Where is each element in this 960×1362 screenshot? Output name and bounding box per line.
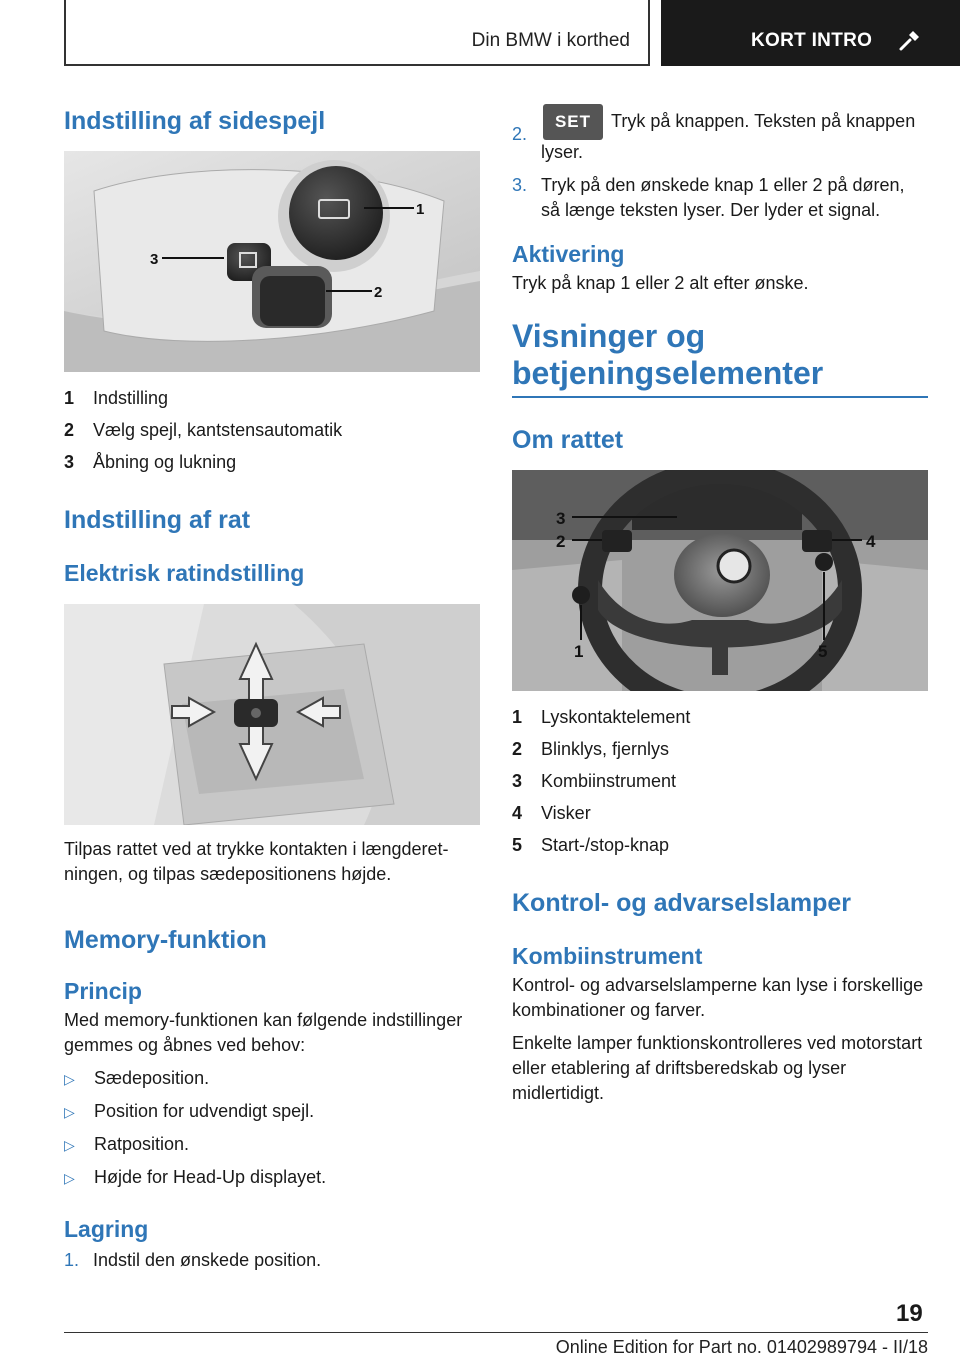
list-item: 1. Indstil den ønskede position. xyxy=(64,1250,322,1270)
memory-heading: Memory-funktion xyxy=(64,926,267,954)
storage-steps xyxy=(64,1248,480,1273)
wheel-heading: Indstilling af rat xyxy=(64,506,251,534)
principle-heading: Princip xyxy=(64,978,142,1004)
header-box xyxy=(64,0,650,66)
footer-edition: Online Edition for Part no. 01402989794 - II/18 xyxy=(555,1337,928,1357)
steering-heading: Om rattet xyxy=(512,426,624,454)
steering-wheel-figure xyxy=(512,470,928,691)
list-item: 1 Lyskontaktelement xyxy=(512,707,691,727)
section-divider xyxy=(512,396,928,398)
header-section-title: Din BMW i korthed xyxy=(471,30,630,51)
memory-list xyxy=(64,1062,480,1194)
set-button-icon: SET xyxy=(543,104,603,140)
triangle-bullet-icon: ▷ xyxy=(64,1137,75,1153)
list-item: 5 Start-/stop-knap xyxy=(512,835,670,855)
list-item: ▷ Ratposition. xyxy=(64,1128,480,1161)
steering-callout-4: 4 xyxy=(866,532,876,551)
storage-steps-continued xyxy=(512,104,928,223)
steering-legend xyxy=(512,701,928,861)
steering-adjust-illustration xyxy=(64,604,480,825)
triangle-bullet-icon: ▷ xyxy=(64,1104,75,1120)
mirror-legend xyxy=(64,382,480,478)
list-item: 2. SET Tryk på knappen. Teksten på knappen lyser. xyxy=(512,104,928,165)
triangle-bullet-icon: ▷ xyxy=(64,1071,75,1087)
cluster-text-2: Enkelte lamper funktionskontrolleres ved motorstart eller etablering af driftsberedskab og lyser midlertidigt. xyxy=(512,1033,923,1103)
mirror-controls-illustration xyxy=(64,151,480,372)
cluster-text-1: Kontrol- og advarselslamperne kan lyse i forskellige kombinationer og farver. xyxy=(512,975,924,1020)
activation-text: Tryk på knap 1 eller 2 alt efter ønske. xyxy=(512,273,809,293)
list-item: ▷ Sædeposition. xyxy=(64,1062,480,1095)
mirror-callout-1: 1 xyxy=(416,201,425,218)
list-item: 3. Tryk på den ønskede knap 1 eller 2 på døren, så længe teksten lyser. Der lyder et signal. xyxy=(512,175,905,220)
left-column xyxy=(64,100,480,1273)
mirror-heading: Indstilling af sidespejl xyxy=(64,107,326,135)
storage-heading: Lagring xyxy=(64,1216,149,1242)
list-item: ▷ Position for udvendigt spejl. xyxy=(64,1095,480,1128)
list-item: 2 Blinklys, fjernlys xyxy=(512,739,670,759)
wrench-icon xyxy=(898,28,922,52)
mirror-controls-figure xyxy=(64,151,480,372)
steering-callout-1: 1 xyxy=(574,642,584,661)
cluster-heading: Kombiinstrument xyxy=(512,943,703,969)
steering-wheel-illustration xyxy=(512,470,928,691)
mirror-callout-3: 3 xyxy=(150,251,159,268)
page-number: 19 xyxy=(896,1300,923,1327)
header-tab-label: KORT INTRO xyxy=(751,30,873,51)
steering-callout-3: 3 xyxy=(556,509,566,528)
list-item: 1 Indstilling xyxy=(64,388,169,408)
header-tab[interactable] xyxy=(661,0,960,66)
steering-adjust-figure xyxy=(64,604,480,825)
footer-rule xyxy=(64,1332,928,1333)
triangle-bullet-icon: ▷ xyxy=(64,1170,75,1186)
electric-text: Tilpas rattet ved at trykke kontakten i længderetningen, og tilpas sædepositionens højde. xyxy=(64,839,449,884)
principle-text: Med memory-funktionen kan følgende indstillinger gemmes og åbnes ved behov: xyxy=(64,1010,463,1055)
list-item: 2 Vælg spejl, kantstensautomatik xyxy=(64,420,343,440)
list-item: ▷ Højde for Head-Up displayet. xyxy=(64,1161,480,1194)
steering-callout-2: 2 xyxy=(556,532,566,551)
right-column xyxy=(512,100,928,1106)
warning-heading: Kontrol- og advarselslamper xyxy=(512,889,851,917)
list-item: 3 Kombiinstrument xyxy=(512,771,677,791)
steering-callout-5: 5 xyxy=(818,642,828,661)
list-item: 3 Åbning og lukning xyxy=(64,452,237,472)
activation-heading: Aktivering xyxy=(512,241,625,267)
electric-heading: Elektrisk ratindstilling xyxy=(64,560,305,586)
views-heading: Visninger og betjeningselementer xyxy=(512,318,824,391)
mirror-callout-2: 2 xyxy=(374,284,383,301)
list-item: 4 Visker xyxy=(512,803,591,823)
